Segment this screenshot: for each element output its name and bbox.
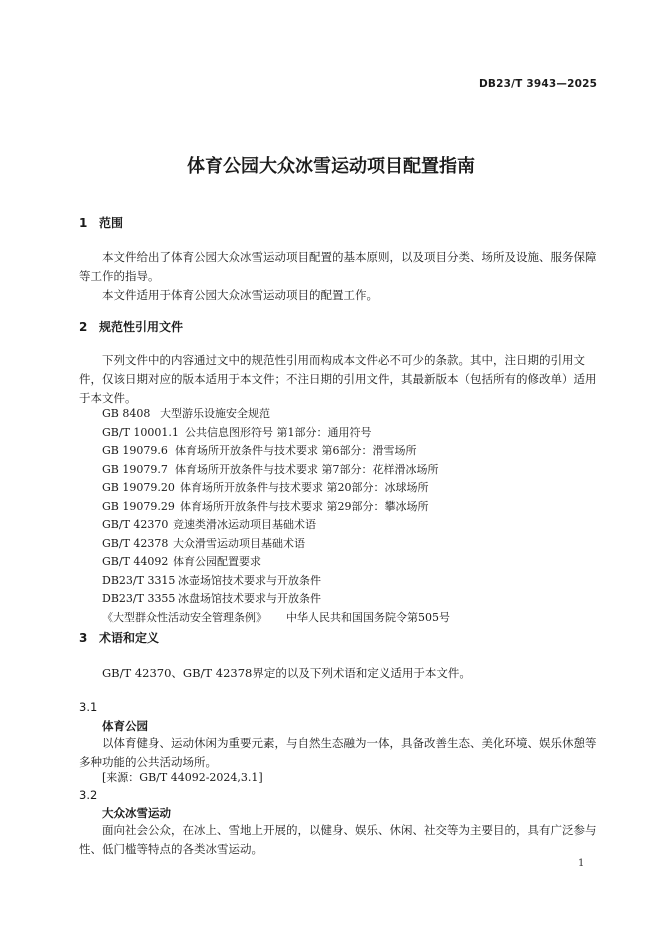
reference-title: 体育场所开放条件与技术要求 第6部分：滑雪场所 [175, 444, 417, 457]
reference-item [102, 609, 450, 628]
reference-title: 体育场所开放条件与技术要求 第20部分：冰球场所 [180, 481, 429, 494]
paragraph: 本文件给出了体育公园大众冰雪运动项目配置的基本原则，以及项目分类、场所及设施、服务保障等工作的指导。 [79, 250, 597, 283]
reference-item [102, 479, 429, 498]
term-name: 体育公园 [102, 719, 148, 733]
reference-code: GB 19079.20 [102, 481, 175, 494]
reference-code: GB 8408 [102, 407, 151, 420]
reference-title: 大型游乐设施安全规范 [160, 407, 270, 420]
reference-title: 体育场所开放条件与技术要求 第7部分：花样滑冰场所 [175, 462, 439, 476]
paragraph: GB/T 42370、GB/T 42378界定的以及下列术语和定义适用于本文件。 [102, 666, 471, 680]
section-2-heading [79, 318, 183, 335]
reference-code: GB 19079.6 [102, 444, 168, 457]
reference-item [102, 461, 439, 480]
paragraph: 下列文件中的内容通过文中的规范性引用而构成本文件必不可少的条款。其中，注日期的引用文件，仅该日期对应的版本适用于本文件；不注日期的引用文件，其最新版本（包括所有的修改单）适用于本文件。 [79, 353, 597, 405]
term-definition [79, 734, 599, 772]
section-1-body [79, 248, 599, 305]
reference-item [102, 424, 372, 443]
section-number: 2 [79, 320, 88, 334]
reference-item [102, 535, 305, 554]
reference-title: 竞速类滑冰运动项目基础术语 [173, 518, 316, 531]
reference-code: GB/T 42378 [102, 536, 169, 550]
section-title: 规范性引用文件 [99, 320, 184, 334]
section-number: 1 [79, 216, 88, 230]
term-name: 大众冰雪运动 [102, 806, 171, 820]
paragraph: 以体育健身、运动休闲为重要元素，与自然生态融为一体，具备改善生态、美化环境、娱乐休憩等多种功能的公共活动场所。 [79, 736, 597, 769]
term-number: 3.2 [79, 788, 98, 802]
reference-code: GB/T 44092 [102, 555, 169, 568]
reference-title: 冰盘场馆技术要求与开放条件 [178, 592, 321, 605]
reference-item [102, 498, 429, 517]
reference-title: 公共信息图形符号 第1部分：通用符号 [185, 425, 372, 439]
reference-item [102, 442, 417, 461]
reference-code: DB23/T 3315 [102, 573, 176, 587]
reference-title: 冰壶场馆技术要求与开放条件 [178, 573, 321, 587]
reference-code: 《大型群众性活动安全管理条例》 [102, 610, 267, 624]
reference-title: 体育公园配置要求 [173, 555, 261, 568]
section-1-heading [79, 214, 123, 231]
section-title: 术语和定义 [99, 631, 160, 645]
section-3-heading [79, 629, 159, 646]
paragraph: 面向社会公众，在冰上、雪地上开展的，以健身、娱乐、休闲、社交等为主要目的，具有广泛参与性、低门槛等特点的各类冰雪运动。 [79, 823, 597, 856]
reference-item [102, 516, 316, 535]
paragraph: 本文件适用于体育公园大众冰雪运动项目的配置工作。 [102, 288, 378, 302]
reference-title: 体育场所开放条件与技术要求 第29部分：攀冰场所 [180, 499, 429, 513]
reference-item [102, 405, 270, 424]
reference-item [102, 572, 321, 591]
standard-code: DB23/T 3943—2025 [479, 78, 598, 90]
term-source: [来源：GB/T 44092-2024,3.1] [102, 771, 263, 784]
reference-code: DB23/T 3355 [102, 592, 176, 605]
reference-title: 中华人民共和国国务院令第505号 [286, 610, 450, 624]
reference-code: GB/T 10001.1 [102, 425, 179, 439]
page-number: 1 [578, 858, 585, 869]
reference-item [102, 553, 261, 572]
term-number: 3.1 [79, 700, 98, 714]
reference-code: GB 19079.29 [102, 499, 175, 513]
section-number: 3 [79, 631, 88, 645]
section-2-body [79, 351, 599, 408]
reference-code: GB/T 42370 [102, 518, 169, 531]
document-title: 体育公园大众冰雪运动项目配置指南 [187, 156, 475, 177]
term-definition [79, 821, 599, 859]
section-title: 范围 [99, 216, 124, 230]
reference-code: GB 19079.7 [102, 462, 168, 476]
reference-title: 大众滑雪运动项目基础术语 [173, 536, 305, 550]
reference-item [102, 590, 321, 609]
section-3-intro [79, 664, 599, 683]
